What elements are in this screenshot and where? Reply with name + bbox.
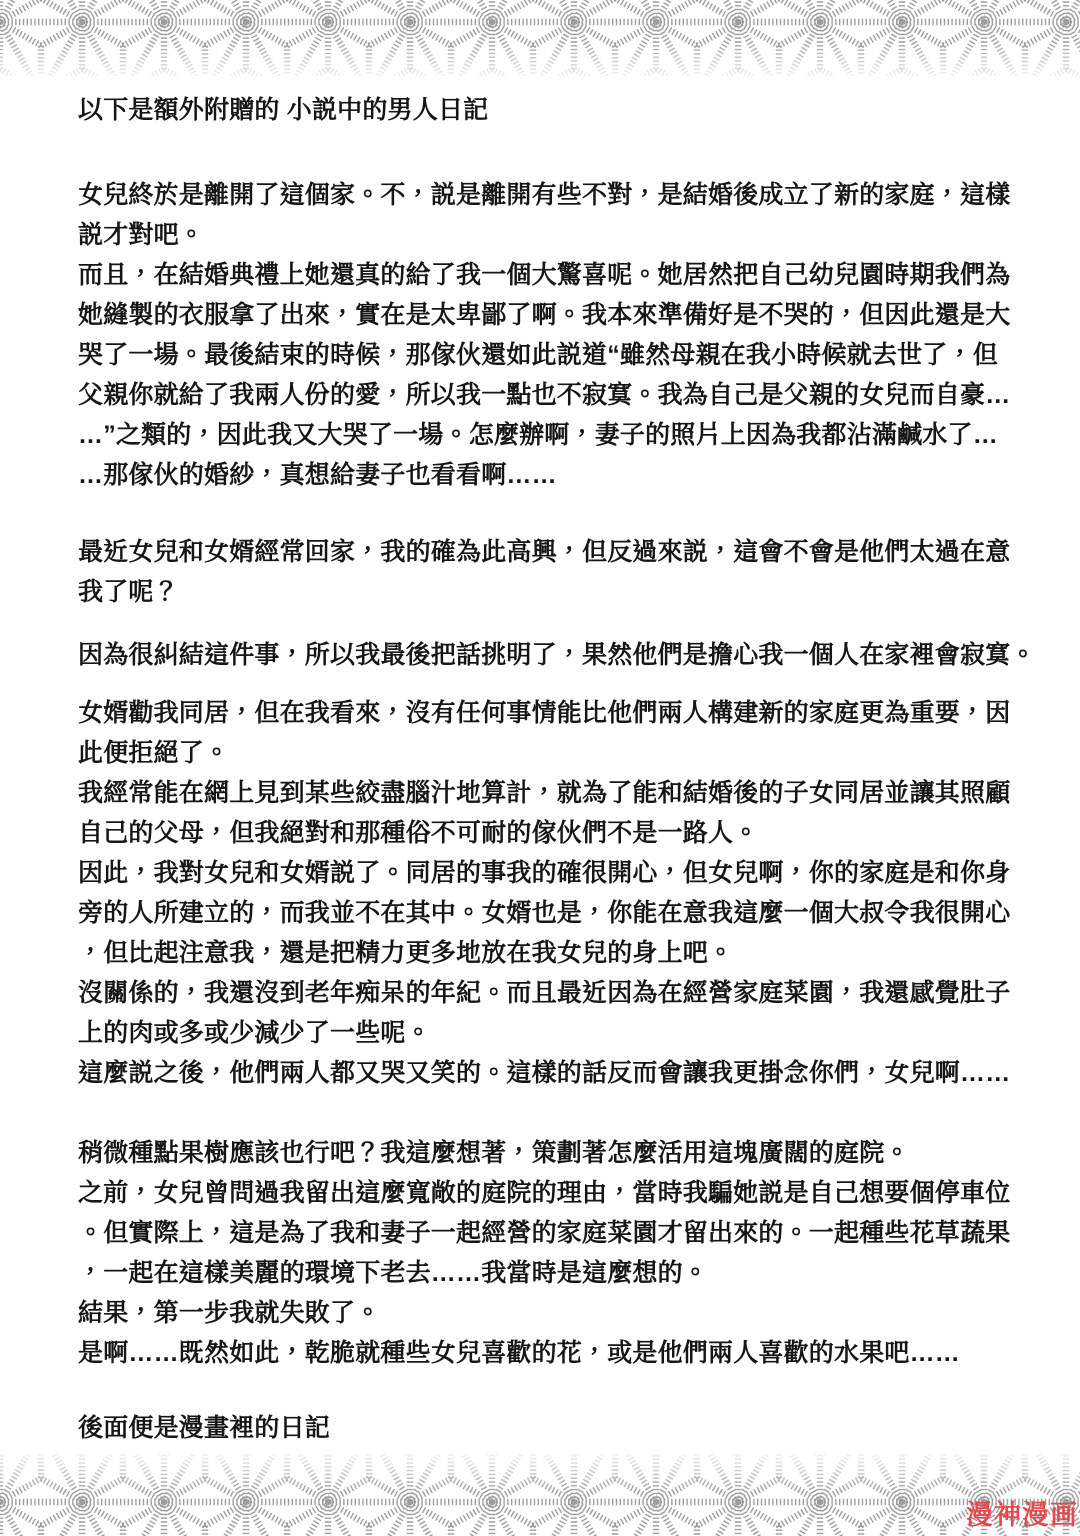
text-line: 因為很糾結這件事，所以我最後把話挑明了，果然他們是擔心我一個人在家裡會寂寞。: [78, 641, 1036, 669]
diary-paragraphs: [78, 175, 1036, 1448]
text-line: ，但比起注意我，還是把精力更多地放在我女兒的身上吧。: [78, 939, 734, 967]
text-line: 結果，第一步我就失敗了。: [78, 1299, 381, 1327]
text-line: 女婿勸我同居，但在我看來，沒有任何事情能比他們兩人構建新的家庭更為重要，因: [78, 699, 1011, 727]
text-line: 父親你就給了我兩人份的愛，所以我一點也不寂寞。我為自己是父親的女兒而自豪…: [78, 381, 1011, 409]
text-line: 旁的人所建立的，而我並不在其中。女婿也是，你能在意我這麼一個大叔令我很開心: [78, 899, 1011, 927]
text-line: ，一起在這樣美麗的環境下老去……我當時是這麼想的。: [78, 1259, 709, 1287]
paragraph: [78, 635, 1036, 675]
paragraph: [78, 175, 1012, 495]
text-line: 我經常能在網上見到某些絞盡腦汁地算計，就為了能和結婚後的子女同居並讓其照顧: [78, 779, 1011, 807]
text-line: 。但實際上，這是為了我和妻子一起經營的家庭菜園才留出來的。一起種些花草蔬果: [78, 1219, 1011, 1247]
text-line: …”之類的，因此我又大哭了一場。怎麼辦啊，妻子的照片上因為我都沾滿鹹水了…: [78, 421, 998, 449]
text-line: 我了呢？: [78, 578, 179, 606]
text-line: 之前，女兒曾問過我留出這麼寬敞的庭院的理由，當時我騙她説是自己想要個停車位: [78, 1179, 1011, 1207]
text-line: 最近女兒和女婿經常回家，我的確為此高興，但反過來説，這會不會是他們太過在意: [78, 538, 1011, 566]
text-line: 她縫製的衣服拿了出來，實在是太卑鄙了啊。我本來準備好是不哭的，但因此還是大: [78, 301, 1011, 329]
text-line: 稍微種點果樹應該也行吧？我這麼想著，策劃著怎麼活用這塊廣闊的庭院。: [78, 1139, 910, 1167]
watermark-text: 漫神漫画: [966, 1500, 1078, 1530]
diary-content: [78, 90, 1036, 1448]
text-line: 上的肉或多或少減少了一些呢。: [78, 1019, 431, 1047]
asanoha-pattern-band-top: [0, 0, 1080, 76]
page-title: 以下是額外附贈的 小説中的男人日記: [78, 96, 489, 124]
text-line: 自己的父母，但我絕對和那種俗不可耐的傢伙們不是一路人。: [78, 819, 759, 847]
paragraph: [78, 693, 1012, 1093]
asanoha-pattern-band-bottom: [0, 1454, 1080, 1536]
text-line: 是啊……既然如此，乾脆就種些女兒喜歡的花，或是他們兩人喜歡的水果吧……: [78, 1339, 961, 1367]
paragraph: [78, 1408, 1012, 1448]
text-line: 這麼説之後，他們兩人都又哭又笑的。這樣的話反而會讓我更掛念你們，女兒啊……: [78, 1059, 1011, 1087]
text-line: 而且，在結婚典禮上她還真的給了我一個大驚喜呢。她居然把自己幼兒園時期我們為: [78, 261, 1011, 289]
paragraph: [78, 1133, 1012, 1373]
text-line: 哭了一場。最後結束的時候，那傢伙還如此説道“雖然母親在我小時候就去世了，但: [78, 341, 998, 369]
paragraph: [78, 532, 1012, 612]
text-line: …那傢伙的婚紗，真想給妻子也看看啊……: [78, 461, 557, 489]
text-line: 女兒終於是離開了這個家。不，説是離開有些不對，是結婚後成立了新的家庭，這樣: [78, 181, 1011, 209]
text-line: 沒關係的，我還沒到老年痴呆的年紀。而且最近因為在經營家庭菜園，我還感覺肚子: [78, 979, 1011, 1007]
text-line: 後面便是漫畫裡的日記: [78, 1414, 331, 1442]
text-line: 因此，我對女兒和女婿説了。同居的事我的確很開心，但女兒啊，你的家庭是和你身: [78, 859, 1011, 887]
text-line: 此便拒絕了。: [78, 739, 230, 767]
text-line: 説才對吧。: [78, 221, 205, 249]
